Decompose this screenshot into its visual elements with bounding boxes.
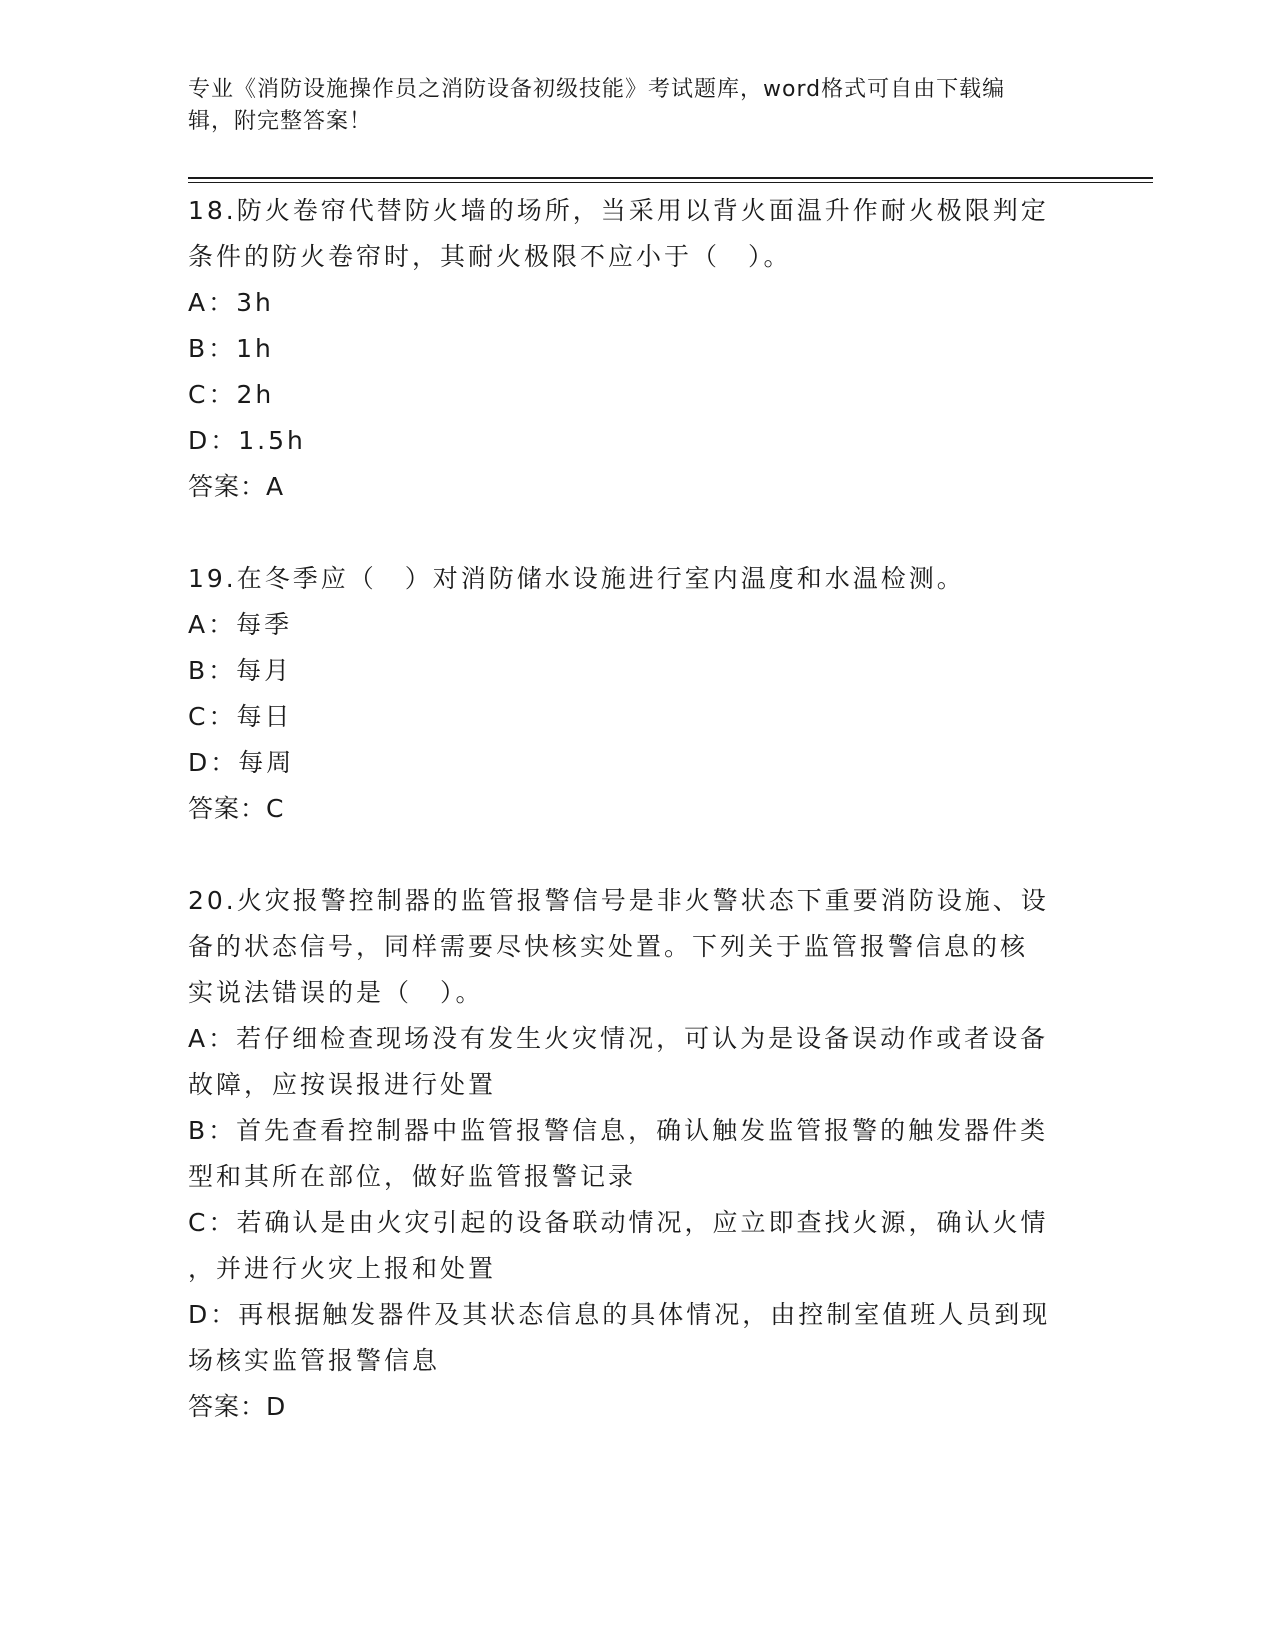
option-c: C：每日 bbox=[188, 702, 293, 731]
question-stem-line: 备的状态信号，同样需要尽快核实处置。下列关于监管报警信息的核 bbox=[188, 932, 1029, 961]
option-d: D：每周 bbox=[188, 748, 295, 777]
option-b: B：1h bbox=[188, 334, 274, 363]
question-20 bbox=[188, 878, 1078, 1430]
question-spacer bbox=[188, 832, 1078, 878]
answer-line: 答案：C bbox=[188, 794, 285, 823]
document-header bbox=[188, 74, 1078, 138]
question-19 bbox=[188, 556, 1078, 832]
option-c-continued: ，并进行火灾上报和处置 bbox=[188, 1254, 497, 1283]
question-list bbox=[188, 188, 1078, 1430]
option-d: D：1.5h bbox=[188, 426, 306, 455]
header-divider-thin bbox=[188, 182, 1153, 183]
question-stem-line: 实说法错误的是（ ）。 bbox=[188, 978, 484, 1007]
option-c: C：2h bbox=[188, 380, 275, 409]
question-stem-line: 19.在冬季应（ ）对消防储水设施进行室内温度和水温检测。 bbox=[188, 564, 965, 593]
header-divider-thick bbox=[188, 177, 1153, 179]
answer-line: 答案：D bbox=[188, 1392, 287, 1421]
header-line-1: 专业《消防设施操作员之消防设备初级技能》考试题库，word格式可自由下载编 bbox=[188, 77, 1006, 102]
question-stem-line: 条件的防火卷帘时，其耐火极限不应小于（ ）。 bbox=[188, 242, 792, 271]
option-d: D：再根据触发器件及其状态信息的具体情况，由控制室值班人员到现 bbox=[188, 1300, 1051, 1329]
option-a: A：每季 bbox=[188, 610, 293, 639]
option-b: B：每月 bbox=[188, 656, 293, 685]
question-18 bbox=[188, 188, 1078, 510]
option-a: A：若仔细检查现场没有发生火灾情况，可认为是设备误动作或者设备 bbox=[188, 1024, 1049, 1053]
option-d-continued: 场核实监管报警信息 bbox=[188, 1346, 441, 1375]
option-c: C：若确认是由火灾引起的设备联动情况，应立即查找火源，确认火情 bbox=[188, 1208, 1049, 1237]
question-stem-line: 18.防火卷帘代替防火墙的场所，当采用以背火面温升作耐火极限判定 bbox=[188, 196, 1049, 225]
option-a-continued: 故障，应按误报进行处置 bbox=[188, 1070, 497, 1099]
answer-line: 答案：A bbox=[188, 472, 285, 501]
option-b: B：首先查看控制器中监管报警信息，确认触发监管报警的触发器件类 bbox=[188, 1116, 1049, 1145]
option-a: A：3h bbox=[188, 288, 274, 317]
header-line-2: 辑，附完整答案！ bbox=[188, 109, 373, 134]
question-spacer bbox=[188, 510, 1078, 556]
question-stem-line: 20.火灾报警控制器的监管报警信号是非火警状态下重要消防设施、设 bbox=[188, 886, 1049, 915]
option-b-continued: 型和其所在部位，做好监管报警记录 bbox=[188, 1162, 637, 1191]
